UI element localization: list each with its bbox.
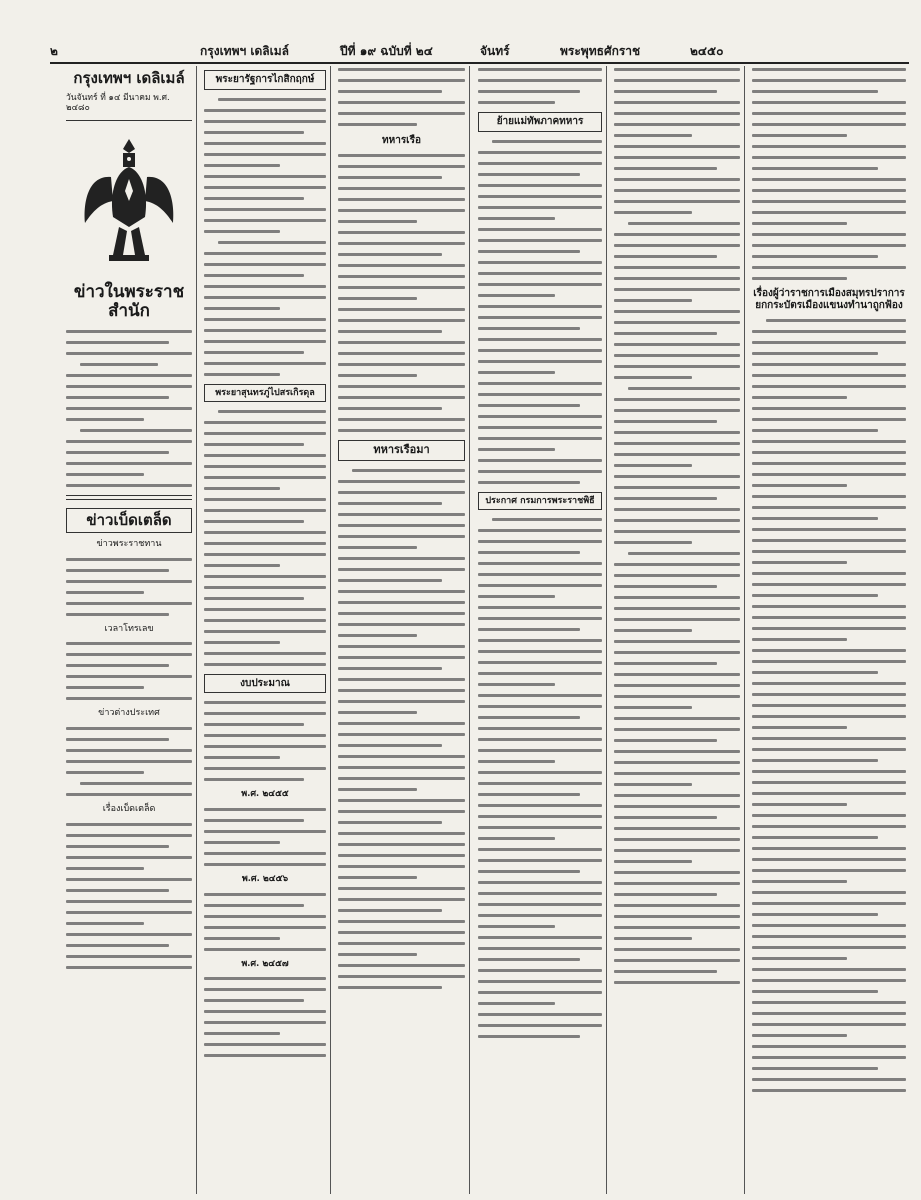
column-2: [200, 66, 331, 1194]
column-5: [610, 66, 745, 1194]
column-1: [62, 66, 197, 1194]
section-heading-misc: เรื่องเบ็ดเตล็ด: [102, 804, 156, 815]
budget-year-1: พ.ศ. ๒๔๕๕: [241, 789, 289, 800]
paper-title: กรุงเทพฯ เดลิเมล์: [73, 69, 185, 87]
masthead: [50, 40, 909, 64]
paper-name: กรุงเทพฯ เดลิเมล์: [200, 43, 290, 58]
column-4: [474, 66, 607, 1194]
misc-subheading: ข่าวพระราชทาน: [96, 538, 162, 549]
column4-heading-2: ประกาศ กรมการพระราชพิธี: [478, 492, 602, 510]
column3-heading-1: ทหารเรือ: [382, 135, 421, 146]
era-date: พระพุทธศักราช: [560, 43, 641, 58]
royal-news-heading: ข่าวในพระราชสำนัก: [73, 281, 185, 322]
section-heading-foreign: ข่าวต่างประเทศ: [98, 708, 160, 719]
column6-heading-1: เรื่องผู้ว่าราชการเมืองสมุทรปราการ ยกกระบัตรเมืองแขนงทำนาถูกฟ้อง: [753, 288, 905, 311]
issue-date: วันจันทร์ ที่ ๑๔ มีนาคม พ.ศ. ๒๔๘๐: [66, 93, 170, 114]
column-3: [334, 66, 470, 1194]
page-number: ๒: [50, 43, 58, 58]
budget-year-3: พ.ศ. ๒๔๕๗: [241, 958, 289, 969]
day-of-week: จันทร์: [480, 43, 510, 58]
budget-year-2: พ.ศ. ๒๔๕๖: [241, 874, 289, 885]
column3-heading-2: ทหารเรือมา: [338, 440, 465, 461]
volume-issue: ปีที่ ๑๙ ฉบับที่ ๒๔: [340, 43, 433, 58]
issue-code: ๒๔๕๐: [690, 43, 724, 58]
section-heading-telegraph: เวลาโทรเลข: [104, 623, 154, 634]
column2-heading-top: พระยารัฐการไกสิกฤกษ์: [204, 70, 326, 90]
misc-news-heading: ข่าวเบ็ดเตล็ด: [66, 508, 192, 533]
column2-heading-2: พระยาสุนทรภู่ไปสรเกิรดุล: [204, 384, 326, 402]
column2-heading-budget: งบประมาณ: [204, 674, 326, 694]
column4-heading-1: ย้ายแม่ทัพภาคทหาร: [478, 112, 602, 132]
garuda-emblem-icon: [79, 131, 179, 271]
column-6: [748, 66, 910, 1194]
